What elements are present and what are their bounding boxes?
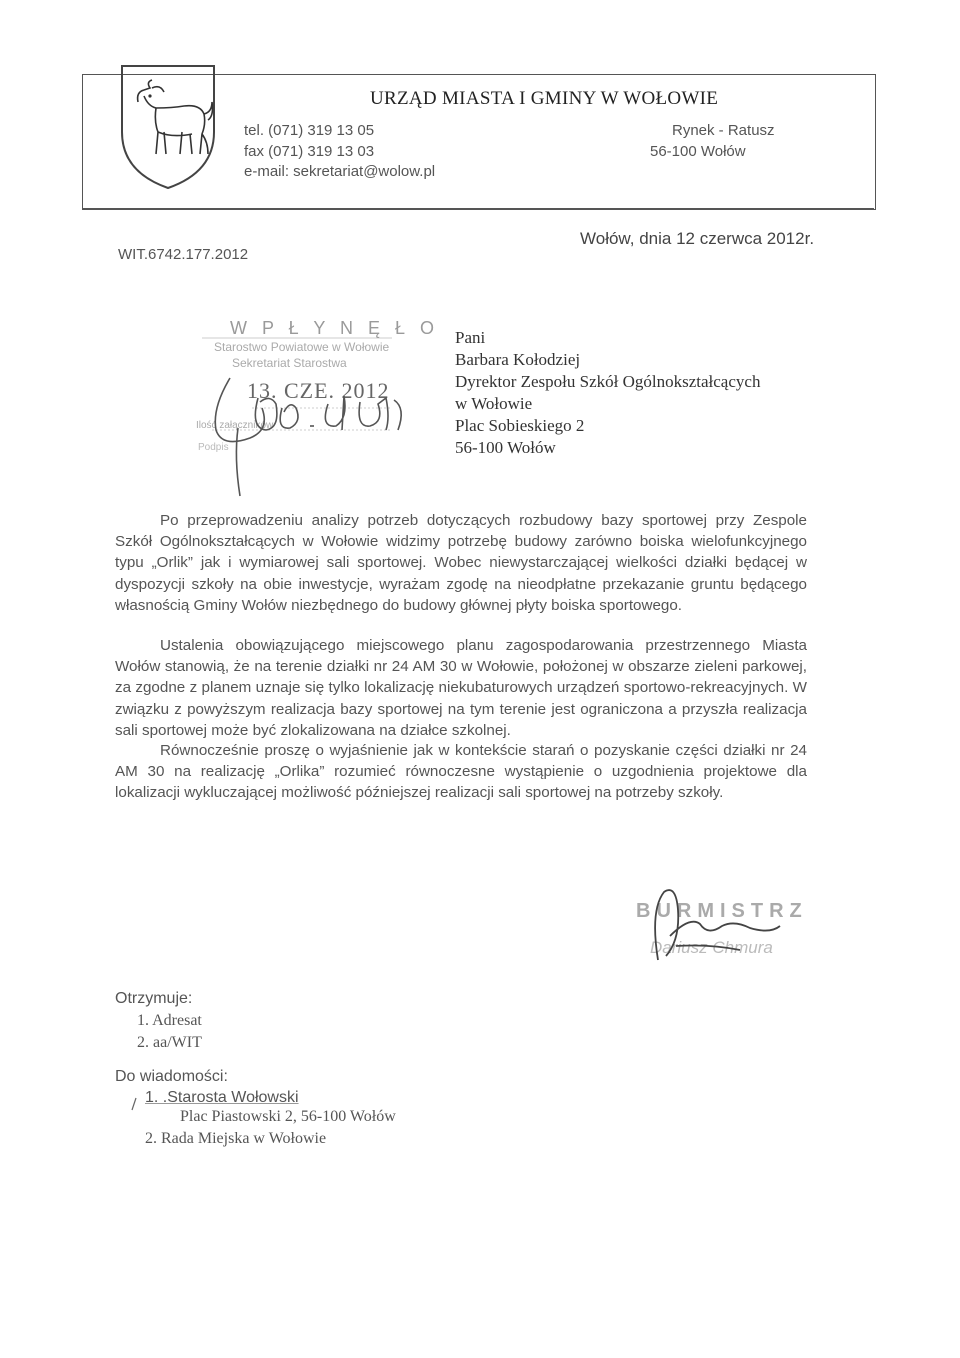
header-city: 56-100 Wołów xyxy=(650,143,746,160)
body-paragraph: Równocześnie proszę o wyjaśnienie jak w kontekście starań o pozyskanie części działki nr 24 AM 30 na realizację „Orlika” rozumieć równoczesne wystąpienie o uzgodnienia projektowe dla lokalizacji wykluczającej możliwość późniejszej realizacji sali sportowej na potrzeby szkoły. xyxy=(115,742,807,802)
receives-item: 2. aa/WIT xyxy=(137,1034,202,1051)
ox-crest-icon xyxy=(116,62,220,192)
info-item: 2. Rada Miejska w Wołowie xyxy=(145,1130,327,1147)
stamp-attachments-label: Ilość załączników xyxy=(196,420,274,431)
stamp-date: 13. CZE. 2012 xyxy=(247,378,390,403)
handwritten-annotation xyxy=(210,368,410,498)
receives-label: Otrzymuje: xyxy=(115,990,193,1007)
stamp-office: Starostwo Powiatowe w Wołowie xyxy=(214,340,390,354)
for-information-label: Do wiadomości: xyxy=(115,1068,228,1085)
stamp-signature-label: Podpis xyxy=(198,442,229,453)
handwritten-signature xyxy=(630,880,790,970)
signature-name: Dariusz Chmura xyxy=(650,938,773,957)
recipient-line: Dyrektor Zespołu Szkół Ogólnokształcących xyxy=(455,372,761,391)
stamp-department: Sekretariat Starostwa xyxy=(232,356,347,370)
reference-number: WIT.6742.177.2012 xyxy=(118,246,249,263)
recipient-line: Barbara Kołodziej xyxy=(455,350,581,369)
signature-title: BURMISTRZ xyxy=(636,900,808,922)
header-email: e-mail: sekretariat@wolow.pl xyxy=(244,163,436,180)
date-line: Wołów, dnia 12 czerwca 2012r. xyxy=(580,229,815,248)
recipient-line: 56-100 Wołów xyxy=(455,438,556,457)
letterhead-divider xyxy=(82,208,874,210)
office-name: URZĄD MIASTA I GMINY W WOŁOWIE xyxy=(370,88,719,109)
recipient-line: Pani xyxy=(455,328,486,347)
header-street: Rynek - Ratusz xyxy=(672,122,775,139)
recipient-line: Plac Sobieskiego 2 xyxy=(455,416,585,435)
header-phone: tel. (071) 319 13 05 xyxy=(244,122,375,139)
stamp-heading: W P Ł Y N Ę Ł O xyxy=(230,318,440,338)
info-item-address: Plac Piastowski 2, 56-100 Wołów xyxy=(180,1108,396,1125)
body-paragraph: Po przeprowadzeniu analizy potrzeb dotyczących rozbudowy bazy sportowej przy Zespole Szkół Ogólnokształcących w Wołowie widzimy potrzebę budowy zarówno boiska wielofunkcyjnego typu „Orlik” jak i wymiarowej sali sportowej. Wobec niewystarczającej wielkości działki będącej w dyspozycji szkoły na obie inwestycje, wyrażam zgodę na nieodpłatne przekazanie gruntu będącego własnością Gminy Wołów niezbędnego do budowy głównej płyty boiska sportowego. xyxy=(115,512,807,614)
recipient-line: w Wołowie xyxy=(455,394,533,413)
header-fax: fax (071) 319 13 03 xyxy=(244,143,375,160)
receives-item: 1. Adresat xyxy=(137,1012,202,1029)
info-item: 1. .Starosta Wołowski xyxy=(145,1089,299,1106)
body-paragraph: Ustalenia obowiązującego miejscowego planu zagospodarowania przestrzennego Miasta Wołów stanowią, że na terenie działki nr 24 AM 30 w Wołowie, położonej w obszarze zieleni parkowej, za zgodne z planem uznaje się tylko lokalizację niekubaturowych urządzeń sportowo-rekreacyjnych. W związku z powyższym realizacja bazy sportowej na tym terenie jest ograniczona a przyszła realizacja sali sportowej może być zlokalizowana na działce szkolnej. xyxy=(115,637,807,739)
